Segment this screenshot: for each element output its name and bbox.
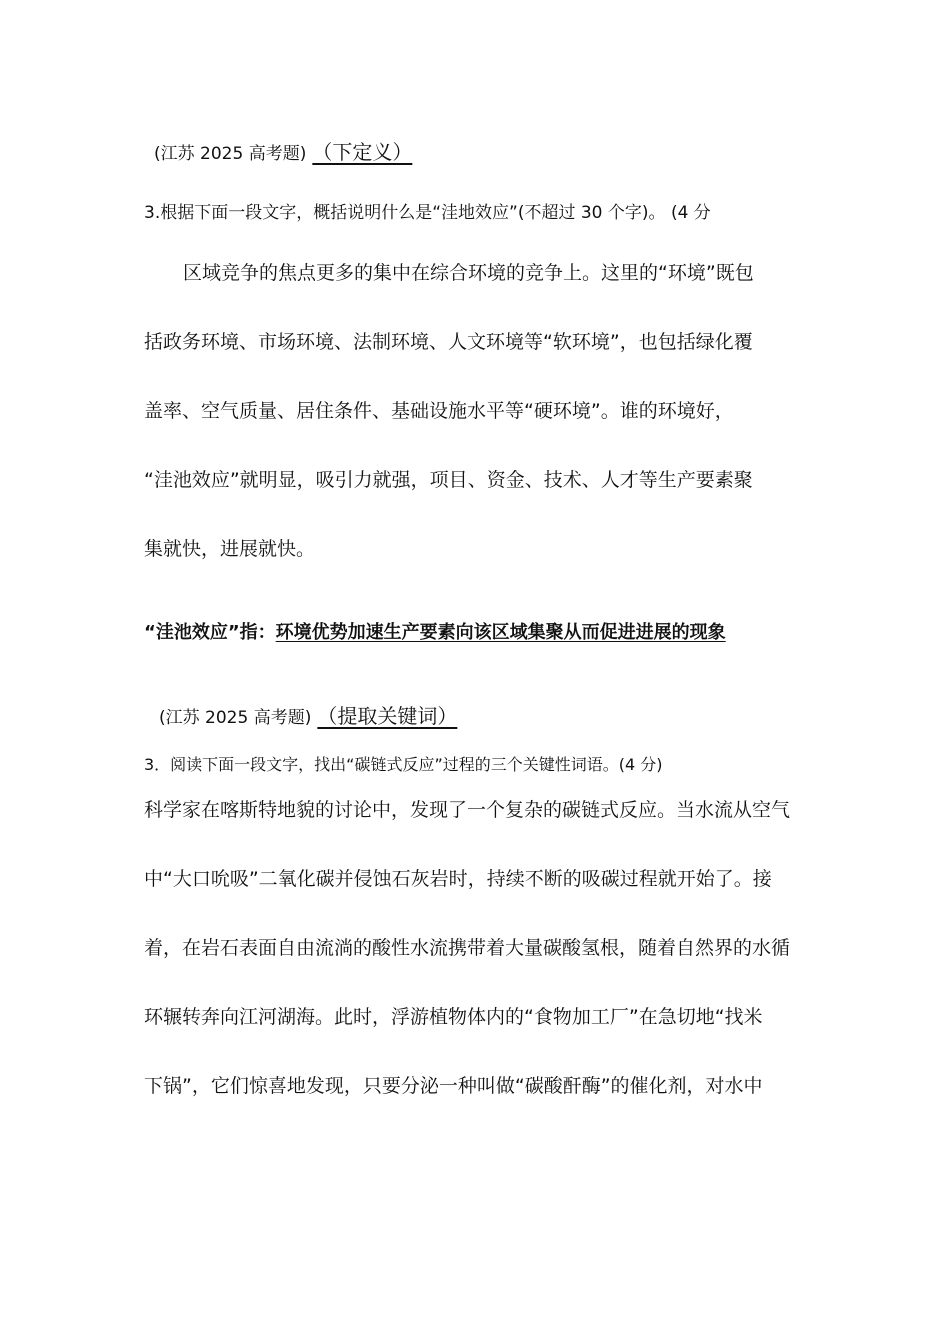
passage-line: “洼池效应”就明显，吸引力就强，项目、资金、技术、人才等生产要素聚 [144,469,753,491]
question-prompt-1: 3.根据下面一段文字，概括说明什么是“洼地效应”(不超过 30 个字)。 (4 分 [144,203,711,223]
passage-line: 着，在岩石表面自由流淌的酸性水流携带着大量碳酸氢根，随着自然界的水循 [144,937,791,959]
passage-line: 科学家在喀斯特地貌的讨论中，发现了一个复杂的碳链式反应。当水流从空气 [144,799,791,821]
passage-line: 盖率、空气质量、居住条件、基础设施水平等“硬环境”。谁的环境好， [144,400,734,422]
question-type-tag: （提取关键词） [317,704,458,728]
passage-line: 中“大口吮吸”二氧化碳并侵蚀石灰岩时，持续不断的吸碳过程就开始了。接 [144,868,772,890]
question-prompt-2: 3．阅读下面一段文字，找出“碳链式反应”过程的三个关键性词语。(4 分) [144,755,663,774]
source-line-2 [159,704,465,730]
question-type-tag: （下定义） [312,140,413,164]
answer-text: 环境优势加速生产要素向该区域集聚从而促进进展的现象 [275,622,726,643]
passage-line: 集就快，进展就快。 [144,538,316,560]
exam-source: (江苏 2025 高考题) [159,708,312,728]
source-line-1 [154,140,420,166]
answer-label: “洼池效应”指： [144,622,276,643]
passage-line: 括政务环境、市场环境、法制环境、人文环境等“软环境”，也包括绿化覆 [144,331,753,353]
passage-line: 区域竞争的焦点更多的集中在综合环境的竞争上。这里的“环境”既包 [183,262,754,284]
passage-line: 下锅”，它们惊喜地发现，只要分泌一种叫做“碳酸酐酶”的催化剂，对水中 [144,1075,763,1097]
answer-line [144,621,726,645]
exam-source: (江苏 2025 高考题) [154,144,307,164]
passage-line: 环辗转奔向江河湖海。此时，浮游植物体内的“食物加工厂”在急切地“找米 [144,1006,763,1028]
